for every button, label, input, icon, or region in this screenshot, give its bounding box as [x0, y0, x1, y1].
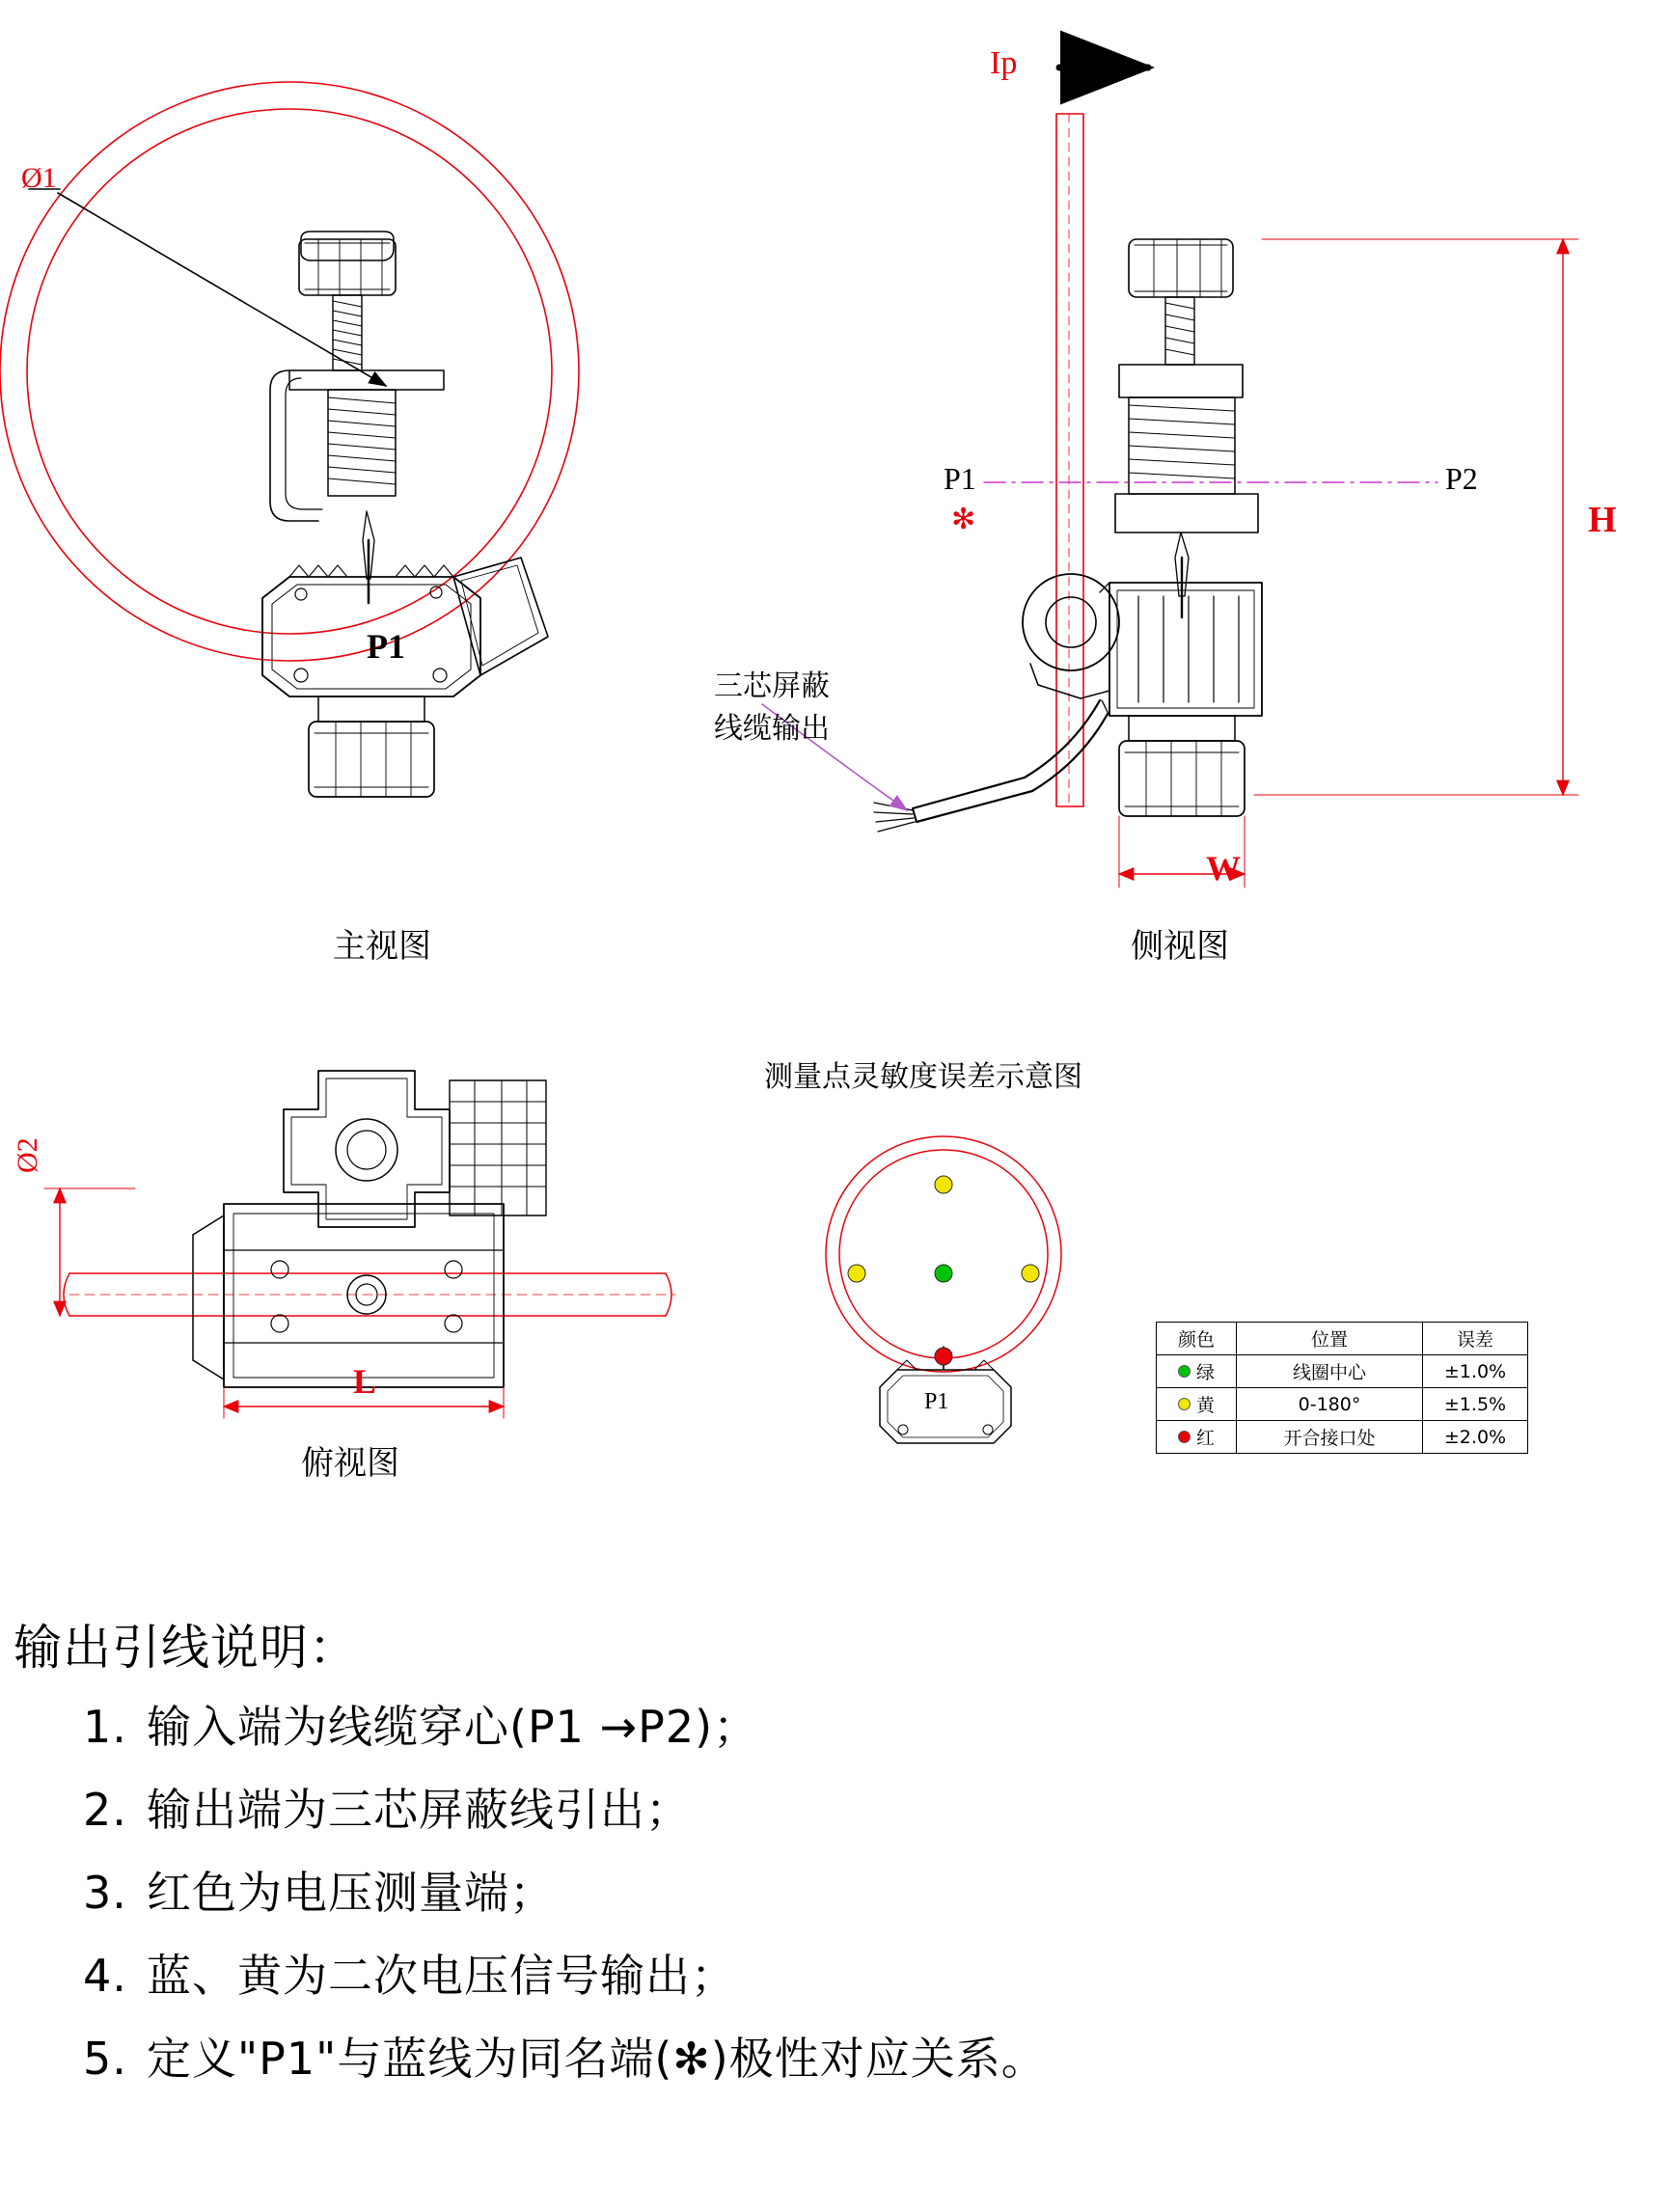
- color-name: 绿: [1195, 1362, 1215, 1383]
- current-ip-label: Ip: [990, 45, 1018, 81]
- cell-error: ±1.0%: [1423, 1355, 1528, 1388]
- red-dot-icon: [1178, 1431, 1191, 1443]
- cable-note-line-2: 线缆输出: [714, 711, 830, 746]
- table-row: [1157, 1355, 1528, 1388]
- polarity-asterisk-label: ✻: [951, 504, 976, 535]
- cell-color-red: [1157, 1421, 1237, 1454]
- cell-color-green: [1157, 1355, 1237, 1388]
- notes-list: [14, 1692, 1654, 2088]
- green-dot-icon: [1178, 1365, 1191, 1378]
- table-row: [1157, 1388, 1528, 1421]
- front-view-caption: 主视图: [333, 927, 431, 966]
- list-item: [83, 1858, 1654, 1922]
- note-text: 输出端为三芯屏蔽线引出；: [147, 1784, 691, 1836]
- note-text: 蓝、黄为二次电压信号输出；: [147, 1950, 736, 2002]
- cell-error: ±1.5%: [1423, 1388, 1528, 1421]
- list-item: [83, 1941, 1654, 2005]
- front-view-geometry: [0, 82, 579, 797]
- cell-position: 0-180°: [1237, 1388, 1423, 1421]
- top-view-caption: 俯视图: [301, 1444, 399, 1483]
- cell-color-yellow: [1157, 1388, 1237, 1421]
- note-text: 红色为电压测量端；: [147, 1867, 555, 1919]
- color-name: 黄: [1195, 1395, 1215, 1416]
- color-name: 红: [1195, 1428, 1215, 1449]
- note-text: 输入端为线缆穿心(P1 →P2)；: [147, 1701, 759, 1753]
- header-error: 误差: [1423, 1323, 1528, 1355]
- p2-label-side: P2: [1445, 461, 1478, 496]
- height-h-label: H: [1588, 500, 1617, 540]
- list-item: [83, 1692, 1654, 1756]
- diameter-1-label: Ø1: [21, 162, 57, 194]
- note-number: 5.: [83, 2033, 127, 2085]
- cell-position: 开合接口处: [1237, 1421, 1423, 1454]
- width-w-label: W: [1206, 849, 1241, 888]
- diameter-2-label: Ø2: [12, 1137, 43, 1173]
- notes-title: 输出引线说明：: [14, 1620, 358, 1676]
- header-color: 颜色: [1157, 1323, 1237, 1355]
- note-number: 3.: [83, 1867, 127, 1919]
- p1-label-sensitivity: P1: [924, 1389, 949, 1414]
- sensitivity-dots: [848, 1176, 1039, 1365]
- cell-error: ±2.0%: [1423, 1421, 1528, 1454]
- list-item: [83, 2024, 1654, 2088]
- table-header-row: [1157, 1323, 1528, 1355]
- yellow-dot-icon: [1178, 1398, 1191, 1410]
- output-lead-notes: [14, 1609, 1654, 2107]
- side-view-caption: 侧视图: [1131, 927, 1229, 966]
- list-item: [83, 1775, 1654, 1839]
- cable-note-line-1: 三芯屏蔽: [714, 669, 830, 703]
- cell-position: 线圈中心: [1237, 1355, 1423, 1388]
- length-l-label: L: [353, 1362, 377, 1401]
- sensitivity-error-table: [1156, 1322, 1528, 1454]
- table-row: [1157, 1421, 1528, 1454]
- note-number: 2.: [83, 1784, 127, 1836]
- note-number: 1.: [83, 1701, 127, 1753]
- cable-output-note: [714, 666, 830, 750]
- header-position: 位置: [1237, 1323, 1423, 1355]
- p1-label-side: P1: [944, 461, 976, 496]
- note-number: 4.: [83, 1950, 127, 2002]
- note-text: 定义"P1"与蓝线为同名端(✻)极性对应关系。: [147, 2033, 1047, 2085]
- p1-label-front: P1: [367, 627, 405, 666]
- sensitivity-diagram-caption: 测量点灵敏度误差示意图: [764, 1060, 1082, 1094]
